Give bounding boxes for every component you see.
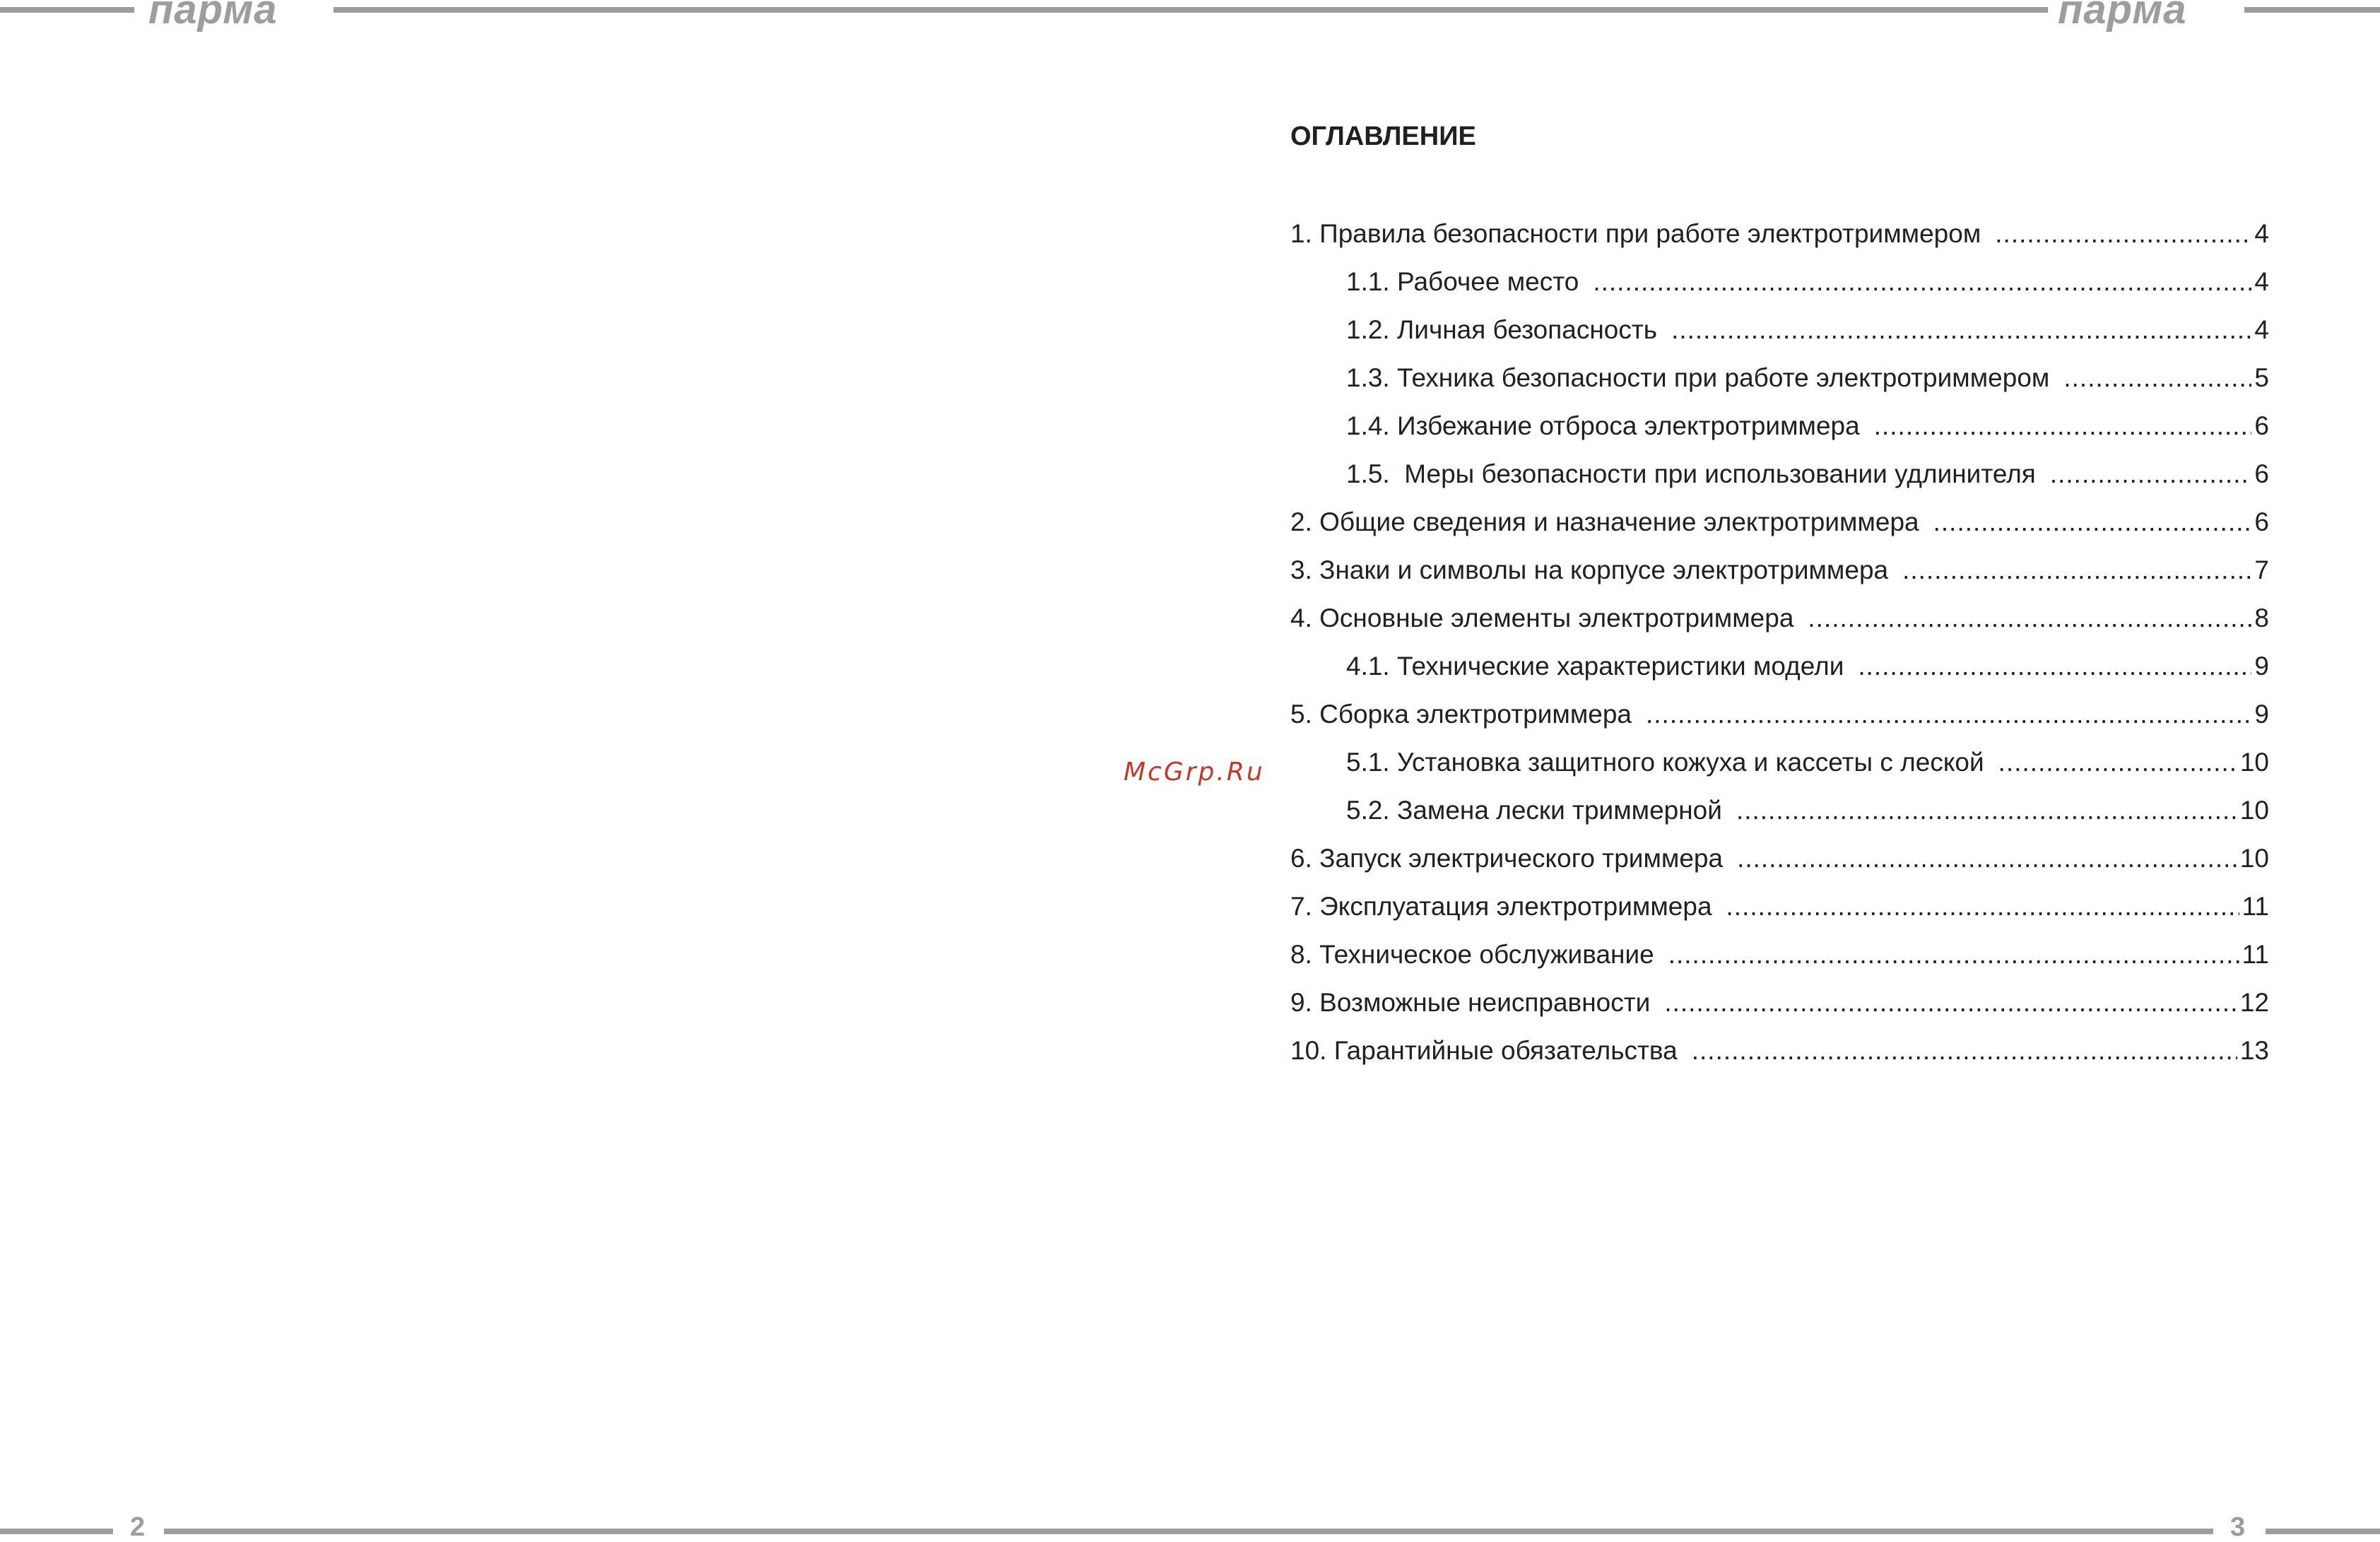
toc-item-page: 4 xyxy=(2254,315,2269,344)
toc-item-page: 4 xyxy=(2254,267,2269,296)
toc-item-text: 4.1. Технические характеристики модели xyxy=(1346,652,1844,681)
toc-item-page: 9 xyxy=(2254,652,2269,681)
header-rule-center xyxy=(334,7,2048,13)
toc-item-text: 4. Основные элементы электротриммера xyxy=(1290,604,1794,632)
toc-dot-leader xyxy=(1874,406,2252,447)
toc-item-text: 5.1. Установка защитного кожуха и кассеты с леской xyxy=(1346,748,1984,777)
toc-item-text: 10. Гарантийные обязательства xyxy=(1290,1036,1678,1065)
toc-dot-leader xyxy=(1668,934,2239,975)
footer-rule-right xyxy=(2266,1529,2380,1534)
toc-item-page: 11 xyxy=(2241,892,2269,921)
toc-item xyxy=(1290,598,2269,646)
toc-item-page: 13 xyxy=(2239,1036,2269,1065)
toc-item xyxy=(1290,213,2269,261)
toc-item-page: 6 xyxy=(2254,507,2269,536)
toc-item xyxy=(1290,886,2269,934)
toc-item-text: 1.5. Меры безопасности при использовании удлинителя xyxy=(1346,459,2036,488)
toc-dot-leader xyxy=(1593,261,2251,302)
toc-item-page: 10 xyxy=(2239,796,2269,825)
toc-item xyxy=(1290,934,2269,982)
toc-item-page: 8 xyxy=(2254,604,2269,632)
header-rule-right xyxy=(2244,7,2380,13)
toc-dot-leader xyxy=(2063,358,2251,399)
toc-dot-leader xyxy=(1671,310,2251,351)
toc-dot-leader xyxy=(1902,550,2251,591)
toc-item-page: 10 xyxy=(2239,844,2269,873)
toc-item-text: 1.3. Техника безопасности при работе электротриммером xyxy=(1346,363,2050,392)
toc-item-text: 5. Сборка электротриммера xyxy=(1290,700,1632,729)
header-rule-left xyxy=(0,7,134,13)
toc-item xyxy=(1290,982,2269,1030)
toc-item xyxy=(1290,1030,2269,1078)
toc-item xyxy=(1290,406,2269,454)
toc-item-page: 11 xyxy=(2241,940,2269,969)
toc-item xyxy=(1290,550,2269,598)
toc-dot-leader xyxy=(2050,454,2252,495)
toc-item xyxy=(1290,261,2269,310)
toc-item-page: 9 xyxy=(2254,700,2269,729)
footer-rule-center xyxy=(164,1529,2213,1534)
toc-item-text: 6. Запуск электрического триммера xyxy=(1290,844,1724,873)
toc-list xyxy=(1290,213,2269,1078)
toc-dot-leader xyxy=(1858,646,2251,687)
toc-dot-leader xyxy=(1998,742,2237,783)
toc-dot-leader xyxy=(1737,838,2237,879)
brand-logo-right: парма xyxy=(2058,0,2187,33)
toc-item-page: 6 xyxy=(2254,459,2269,488)
toc-item xyxy=(1290,646,2269,694)
toc-item-page: 4 xyxy=(2254,219,2269,248)
toc-item-text: 8. Техническое обслуживание xyxy=(1290,940,1654,969)
toc-dot-leader xyxy=(1808,598,2251,639)
toc-item xyxy=(1290,502,2269,550)
toc-item-text: 5.2. Замена лески триммерной xyxy=(1346,796,1722,825)
toc-dot-leader xyxy=(1995,213,2251,254)
toc-title: ОГЛАВЛЕНИЕ xyxy=(1290,122,1476,151)
toc-item-text: 1.1. Рабочее место xyxy=(1346,267,1579,296)
toc-item-text: 1.2. Личная безопасность xyxy=(1346,315,1658,344)
toc-item xyxy=(1290,310,2269,358)
toc-item-text: 3. Знаки и символы на корпусе электротриммера xyxy=(1290,555,1889,584)
toc-dot-leader xyxy=(1933,502,2252,543)
toc-dot-leader xyxy=(1726,886,2239,927)
toc-item xyxy=(1290,838,2269,886)
page-number-right: 3 xyxy=(2230,1512,2246,1542)
toc-item xyxy=(1290,694,2269,742)
toc-item-text: 2. Общие сведения и назначение электротриммера xyxy=(1290,507,1919,536)
toc-item xyxy=(1290,742,2269,790)
toc-item-page: 6 xyxy=(2254,411,2269,440)
toc-dot-leader xyxy=(1646,694,2251,735)
brand-logo-left: парма xyxy=(148,0,278,33)
toc-item-text: 1.4. Избежание отброса электротриммера xyxy=(1346,411,1860,440)
toc-item-page: 5 xyxy=(2254,363,2269,392)
page-number-left: 2 xyxy=(130,1512,146,1542)
watermark-text: McGrp.Ru xyxy=(1124,758,1265,787)
toc-item-page: 10 xyxy=(2239,748,2269,777)
toc-dot-leader xyxy=(1736,790,2237,831)
toc-item xyxy=(1290,790,2269,838)
toc-item-text: 1. Правила безопасности при работе электротриммером xyxy=(1290,219,1981,248)
toc-item xyxy=(1290,454,2269,502)
toc-item-text: 9. Возможные неисправности xyxy=(1290,988,1651,1017)
footer-rule-left xyxy=(0,1529,113,1534)
toc-dot-leader xyxy=(1692,1030,2237,1071)
toc-item-page: 7 xyxy=(2254,555,2269,584)
toc-dot-leader xyxy=(1664,982,2237,1023)
toc-item xyxy=(1290,358,2269,406)
toc-item-text: 7. Эксплуатация электротриммера xyxy=(1290,892,1712,921)
toc-item-page: 12 xyxy=(2239,988,2269,1017)
